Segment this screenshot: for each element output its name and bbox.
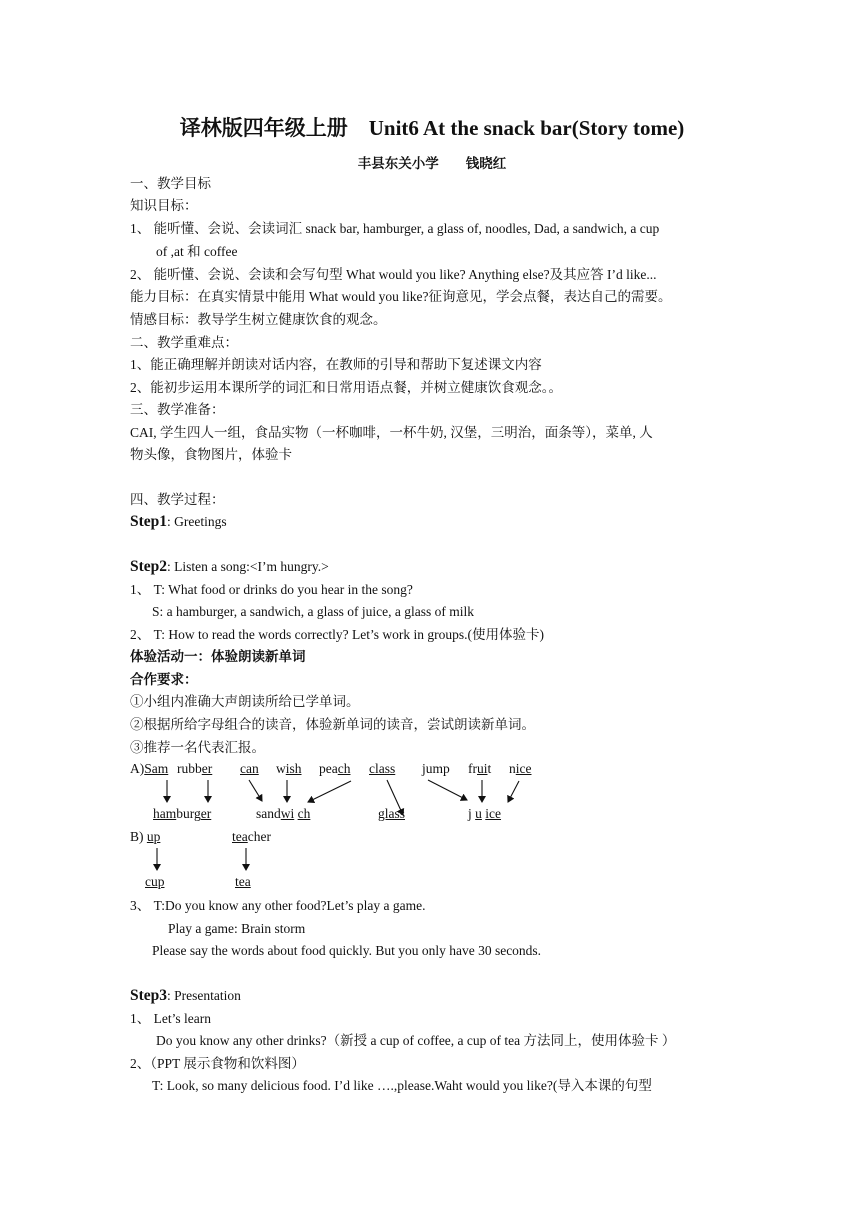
step2-answer-1: S: a hamburger, a sandwich, a glass of juice, a glass of milk xyxy=(152,604,475,619)
preparation-1: CAI, 学生四人一组，食品实物（一杯咖啡，一杯牛奶, 汉堡，三明治，面条等），菜单, 人 xyxy=(130,425,653,440)
step1-text: : Greetings xyxy=(167,514,227,529)
arrow-ice-ice xyxy=(508,781,519,802)
word-class: class xyxy=(369,761,396,776)
requirement-2: ②根据所给字母组合的读音，体验新单词的读音，尝试朗读新单词。 xyxy=(130,717,535,732)
section-heading-difficulties: 二、教学重难点： xyxy=(130,335,238,350)
requirement-3: ③推荐一名代表汇报。 xyxy=(130,740,265,755)
word-wish: wish xyxy=(276,761,302,776)
word-can: can xyxy=(240,761,259,776)
word-tea: tea xyxy=(235,874,251,889)
knowledge-goal-label: 知识目标： xyxy=(130,198,198,213)
word-sam: Sam xyxy=(144,761,169,776)
section-heading-process: 四、教学过程： xyxy=(130,492,225,507)
word-nice: nice xyxy=(509,761,532,776)
word-peach: peach xyxy=(319,761,351,776)
knowledge-goal-1: 1、 能听懂、会说、会读词汇 snack bar, hamburger, a glass of, noodles, Dad, a sandwich, a cup xyxy=(130,221,660,236)
emotion-goal: 情感目标：教导学生树立健康饮食的观念。 xyxy=(130,312,387,327)
activity-title: 体验活动一：体验朗读新单词 xyxy=(130,649,306,664)
word-teacher: teacher xyxy=(232,829,271,844)
document-title: 译林版四年级上册 Unit6 At the snack bar(Story tome) xyxy=(179,116,685,140)
arrow-can-sand xyxy=(249,780,262,801)
word-up: up xyxy=(146,829,161,844)
requirement-1: ①小组内准确大声朗读所给已学单词。 xyxy=(130,694,360,709)
step3-item-2-detail: T: Look, so many delicious food. I’d like ….,please.Waht would you like?(导入本课的句型 xyxy=(152,1078,652,1093)
step2-text: : Listen a song:<I’m hungry.> xyxy=(167,559,329,574)
step3-item-1: 1、 Let’s learn xyxy=(130,1011,211,1026)
word-sandwich: sandwi ch xyxy=(256,806,311,821)
row-a-prefix: A) xyxy=(130,761,145,776)
word-hamburger: hamburger xyxy=(153,806,212,821)
knowledge-goal-1-cont: of ,at 和 coffee xyxy=(156,244,238,259)
word-juice: j u ice xyxy=(468,806,502,821)
word-cup: cup xyxy=(145,874,165,889)
step2-label: Step2 xyxy=(130,558,168,575)
step2-line xyxy=(130,557,329,576)
word-jump: jump xyxy=(422,761,450,776)
preparation-2: 物头像，食物图片，体验卡 xyxy=(130,447,292,462)
arrow-jump-j xyxy=(428,780,467,800)
step1-line xyxy=(130,512,227,531)
step3-line xyxy=(130,986,241,1005)
section-heading-preparation: 三、教学准备： xyxy=(130,402,225,417)
difficulty-2: 2、能初步运用本课所学的词汇和日常用语点餐，并树立健康饮食观念。。 xyxy=(130,380,562,395)
step2-question-1: 1、 T: What food or drinks do you hear in the song? xyxy=(130,582,413,597)
step3-label: Step3 xyxy=(130,987,168,1004)
difficulty-1: 1、能正确理解并朗读对话内容，在教师的引导和帮助下复述课文内容 xyxy=(130,357,542,372)
knowledge-goal-2: 2、 能听懂、会说、会读和会写句型 What would you like? Anything else?及其应答 I’d like... xyxy=(130,267,657,282)
word-fruit: fruit xyxy=(468,761,492,776)
phonics-row-b-known: B) up xyxy=(130,829,161,844)
brain-storm-game: Play a game: Brain storm xyxy=(168,921,306,936)
ability-goal: 能力目标：在真实情景中能用 What would you like?征询意见，学会点餐，表达自己的需要。 xyxy=(130,289,672,304)
arrow-ch-ch xyxy=(308,781,351,802)
word-glass: glass xyxy=(378,806,405,821)
step2-question-3: 3、 T:Do you know any other food?Let’s play a game. xyxy=(130,898,426,913)
step3-item-1-detail: Do you know any other drinks?（新授 a cup of coffee, a cup of tea 方法同上，使用体验卡 ） xyxy=(156,1033,676,1048)
phonics-row-a-known xyxy=(130,761,168,777)
cooperation-requirements: 合作要求： xyxy=(130,672,198,687)
word-rubber: rubber xyxy=(177,761,213,776)
step3-item-2: 2、（PPT 展示食物和饮料图） xyxy=(130,1056,305,1071)
step3-text: : Presentation xyxy=(167,988,241,1003)
author-line: 丰县东关小学 钱晓红 xyxy=(357,156,507,171)
step1-label: Step1 xyxy=(130,513,168,530)
section-heading-objectives: 一、教学目标 xyxy=(130,176,211,191)
brain-storm-instruction: Please say the words about food quickly. But you only have 30 seconds. xyxy=(152,943,542,958)
step2-question-2: 2、 T: How to read the words correctly? Let’s work in groups.(使用体验卡) xyxy=(130,627,544,642)
